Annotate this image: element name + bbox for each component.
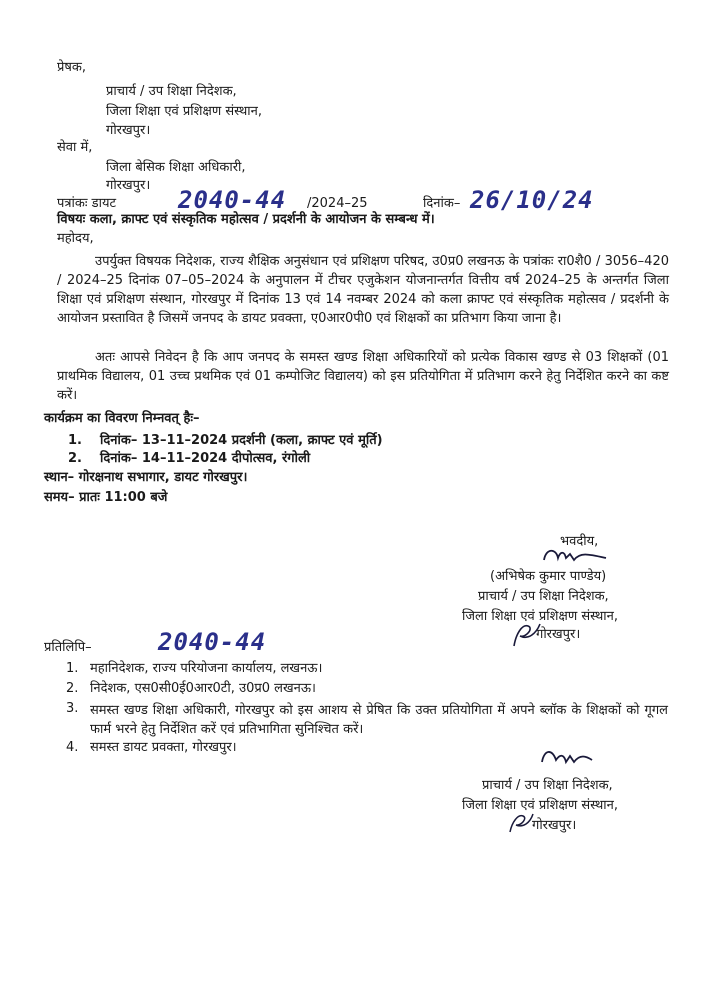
signatory-institute: जिला शिक्षा एवं प्रशिक्षण संस्थान, bbox=[462, 609, 618, 624]
recipient-label: सेवा में, bbox=[57, 140, 93, 155]
sender-line-3: गोरखपुर। bbox=[106, 123, 151, 138]
sender-line-2: जिला शिक्षा एवं प्रशिक्षण संस्थान, bbox=[106, 104, 262, 119]
program-venue: स्थान– गोरक्षनाथ सभागार, डायट गोरखपुर। bbox=[44, 470, 248, 485]
ref-date-label: दिनांक– bbox=[423, 196, 461, 211]
program-item-2: दिनांक– 14–11–2024 दीपोत्सव, रंगोली bbox=[100, 451, 311, 466]
recipient-line-1: जिला बेसिक शिक्षा अधिकारी, bbox=[106, 160, 246, 175]
ref-label: पत्रांकः डायट bbox=[57, 196, 117, 211]
body-paragraph-1: उपर्युक्त विषयक निदेशक, राज्य शैक्षिक अनुसंधान एवं प्रशिक्षण परिषद, उ0प्र0 लखनऊ के पत्रांकः रा0शै0 / 3056–420 / 2024–25 दिनांक 07–05–2024 के अनुपालन में टीचर एजुकेशन योजनान्तर्गत वित्तीय वर्ष 2024–25 के अन्तर्गत जिला शिक्षा एवं प्रशिक्षण संस्थान, गोरखपुर में दिनांक 13 एवं 14 नवम्बर 2024 को कला क्राफ्ट एवं संस्कृतिक महोत्सव / प्रदर्शनी के आयोजन प्रस्तावित है जिसमें जनपद के डायट प्रवक्ता, ए0आर0पी0 एवं शिक्षकों का प्रतिभाग किया जाना है। bbox=[57, 254, 669, 326]
copy-item-1: महानिदेशक, राज्य परियोजना कार्यालय, लखनऊ। bbox=[90, 661, 323, 676]
salutation: महोदय, bbox=[57, 231, 94, 246]
body-paragraph-2: अतः आपसे निवेदन है कि आप जनपद के समस्त खण्ड शिक्षा अधिकारियों को प्रत्येक विकास खण्ड से 03 शिक्षकों (01 प्राथमिक विद्यालय, 01 उच्च प्रथमिक एवं 01 कम्पोजिट विद्यालय) को इस प्रतियोगिता में प्रतिभाग करने हेतु निर्देशित करने का कष्ट करें। bbox=[57, 350, 669, 403]
copy-item-4-number: 4. bbox=[66, 740, 79, 755]
copy-item-1-number: 1. bbox=[66, 661, 79, 676]
copy-item-4: समस्त डायट प्रवक्ता, गोरखपुर। bbox=[90, 740, 237, 755]
signature-1 bbox=[540, 544, 610, 566]
program-item-2-number: 2. bbox=[68, 451, 82, 466]
ref-number-handwritten: 2040-44 bbox=[178, 186, 287, 214]
copy-item-3-number: 3. bbox=[66, 701, 79, 716]
program-heading: कार्यक्रम का विवरण निम्नवत् हैः– bbox=[44, 411, 200, 426]
copy-item-3: समस्त खण्ड शिक्षा अधिकारी, गोरखपुर को इस आशय से प्रेषित कि उक्त प्रतियोगिता में अपने ब्लॉक के शिक्षकों को गूगल फार्म भरने हेतु निर्देशित करें एवं प्रतिभागिता सुनिश्चित करें। bbox=[90, 703, 668, 737]
signatory-city: गोरखपुर। bbox=[536, 627, 581, 642]
copy-number-handwritten: 2040-44 bbox=[158, 628, 267, 656]
signatory-2-designation: प्राचार्य / उप शिक्षा निदेशक, bbox=[482, 778, 613, 793]
signatory-designation: प्राचार्य / उप शिक्षा निदेशक, bbox=[478, 589, 609, 604]
initials-2 bbox=[506, 808, 536, 838]
closing: भवदीय, bbox=[560, 534, 599, 549]
copy-label: प्रतिलिपि– bbox=[44, 640, 92, 655]
subject: विषयः कला, क्राफ्ट एवं संस्कृतिक महोत्सव / प्रदर्शनी के आयोजन के सम्बन्ध में। bbox=[57, 212, 435, 227]
ref-date-handwritten: 26/10/24 bbox=[470, 186, 594, 214]
copy-item-2-number: 2. bbox=[66, 681, 79, 696]
sender-label: प्रेषक, bbox=[57, 60, 87, 75]
signatory-name: (अभिषेक कुमार पाण्डेय) bbox=[490, 569, 607, 584]
signatory-2-city: गोरखपुर। bbox=[532, 818, 577, 833]
copy-item-2: निदेशक, एस0सी0ई0आर0टी, उ0प्र0 लखनऊ। bbox=[90, 681, 316, 696]
initials-1 bbox=[508, 616, 544, 652]
sender-line-1: प्राचार्य / उप शिक्षा निदेशक, bbox=[106, 84, 237, 99]
program-time: समय– प्रातः 11:00 बजे bbox=[44, 490, 168, 505]
recipient-line-2: गोरखपुर। bbox=[106, 178, 151, 193]
program-item-1-number: 1. bbox=[68, 433, 82, 448]
signature-2 bbox=[538, 744, 594, 768]
signatory-2-institute: जिला शिक्षा एवं प्रशिक्षण संस्थान, bbox=[462, 798, 618, 813]
ref-year: /2024–25 bbox=[307, 196, 368, 211]
program-item-1: दिनांक– 13–11–2024 प्रदर्शनी (कला, क्राफ्ट एवं मूर्ति) bbox=[100, 433, 383, 448]
